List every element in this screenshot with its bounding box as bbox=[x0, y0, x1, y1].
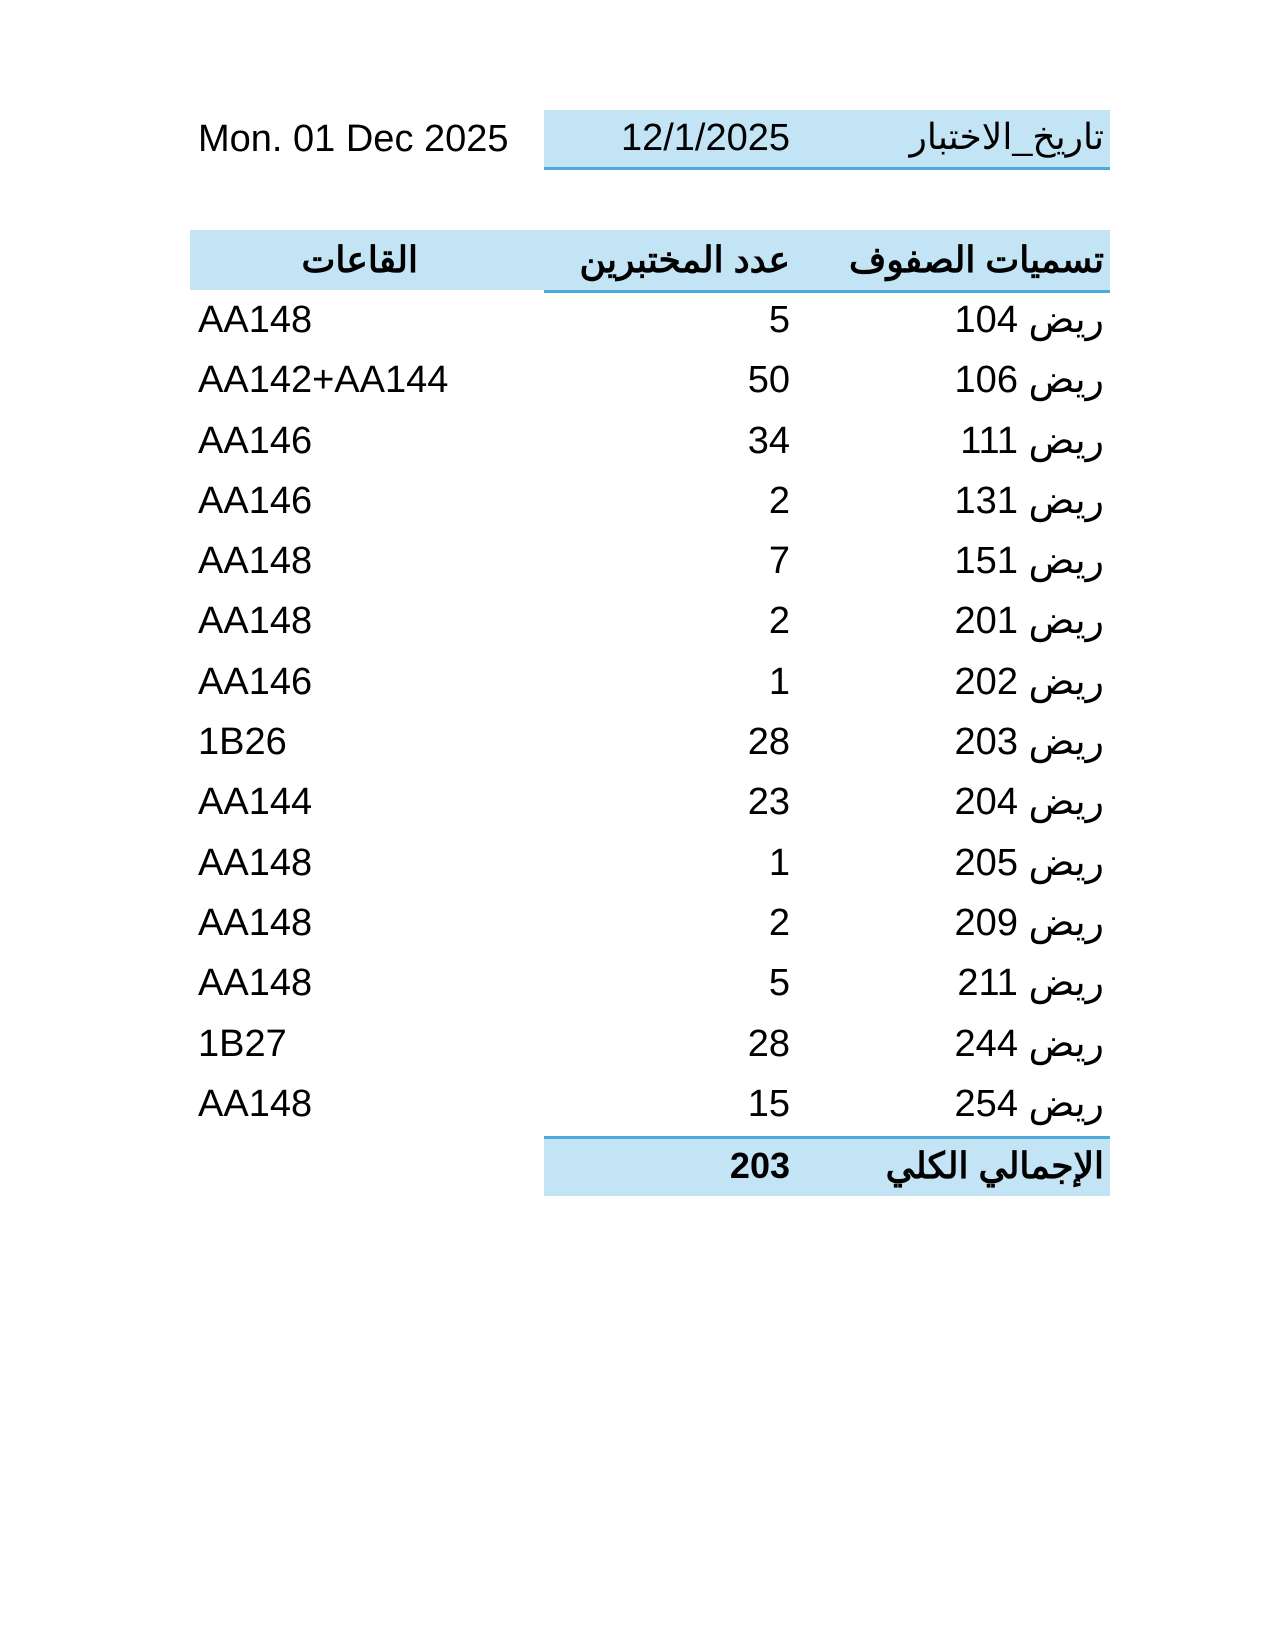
hall-name: AA146 bbox=[198, 479, 313, 522]
hall-name: AA148 bbox=[198, 962, 313, 1005]
row-label: ريض 209 bbox=[954, 901, 1104, 944]
table-row bbox=[190, 953, 1110, 1013]
table-row bbox=[190, 531, 1110, 591]
table-body bbox=[190, 290, 1110, 1134]
hall-name: AA144 bbox=[198, 781, 313, 824]
table-row bbox=[190, 1074, 1110, 1134]
hall-name: 1B26 bbox=[198, 721, 287, 764]
header-halls: القاعات bbox=[301, 239, 418, 280]
tester-count: 2 bbox=[768, 901, 790, 944]
tester-count: 1 bbox=[768, 841, 790, 884]
pivot-table bbox=[190, 230, 1110, 1196]
row-label: ريض 204 bbox=[954, 781, 1104, 824]
table-row bbox=[190, 411, 1110, 471]
hall-name: AA148 bbox=[198, 1082, 313, 1125]
row-label: ريض 201 bbox=[954, 600, 1104, 643]
hall-name: AA142+AA144 bbox=[198, 359, 449, 402]
exam-date-value: 12/1/2025 bbox=[620, 117, 790, 159]
tester-count: 50 bbox=[747, 359, 790, 402]
exam-date-row bbox=[190, 110, 1110, 170]
table-row bbox=[190, 833, 1110, 893]
table-header bbox=[190, 230, 1110, 290]
hall-name: AA146 bbox=[198, 419, 313, 462]
tester-count: 2 bbox=[768, 600, 790, 643]
row-label: ريض 205 bbox=[954, 841, 1104, 884]
row-label: ريض 254 bbox=[954, 1082, 1104, 1125]
header-row-labels[interactable]: تسميات الصفوف bbox=[849, 239, 1104, 280]
table-row bbox=[190, 712, 1110, 772]
row-label: ريض 151 bbox=[954, 540, 1104, 583]
exam-date-label: تاريخ_الاختبار bbox=[909, 116, 1104, 157]
tester-count: 7 bbox=[768, 540, 790, 583]
hall-name: AA148 bbox=[198, 901, 313, 944]
table-row bbox=[190, 893, 1110, 953]
row-label: ريض 111 bbox=[960, 419, 1104, 462]
total-label: الإجمالي الكلي bbox=[885, 1145, 1104, 1187]
hall-name: 1B27 bbox=[198, 1022, 287, 1065]
table-row bbox=[190, 290, 1110, 350]
row-label: ريض 244 bbox=[954, 1022, 1104, 1065]
header-count: عدد المختبرين bbox=[579, 239, 790, 280]
table-row bbox=[190, 471, 1110, 531]
tester-count: 34 bbox=[747, 419, 790, 462]
tester-count: 5 bbox=[768, 962, 790, 1005]
table-row bbox=[190, 350, 1110, 410]
row-label: ريض 203 bbox=[954, 721, 1104, 764]
row-label: ريض 211 bbox=[957, 962, 1104, 1005]
tester-count: 5 bbox=[768, 299, 790, 341]
hall-name: AA148 bbox=[198, 600, 313, 643]
tester-count: 15 bbox=[747, 1082, 790, 1125]
tester-count: 28 bbox=[747, 1022, 790, 1065]
row-label: ريض 104 bbox=[954, 299, 1104, 341]
tester-count: 28 bbox=[747, 721, 790, 764]
total-count: 203 bbox=[729, 1145, 790, 1187]
tester-count: 23 bbox=[747, 781, 790, 824]
table-row bbox=[190, 591, 1110, 651]
tester-count: 1 bbox=[768, 660, 790, 703]
table-row bbox=[190, 772, 1110, 832]
hall-name: AA146 bbox=[198, 660, 313, 703]
row-label: ريض 131 bbox=[954, 479, 1104, 522]
hall-name: AA148 bbox=[198, 841, 313, 884]
table-row bbox=[190, 652, 1110, 712]
row-label: ريض 202 bbox=[954, 660, 1104, 703]
hall-name: AA148 bbox=[198, 299, 313, 341]
row-label: ريض 106 bbox=[954, 359, 1104, 402]
grand-total-row bbox=[190, 1136, 1110, 1196]
hall-name: AA148 bbox=[198, 540, 313, 583]
table-row bbox=[190, 1014, 1110, 1074]
exam-date-filter[interactable] bbox=[544, 110, 1110, 170]
formatted-date: Mon. 01 Dec 2025 bbox=[198, 118, 509, 160]
tester-count: 2 bbox=[768, 479, 790, 522]
